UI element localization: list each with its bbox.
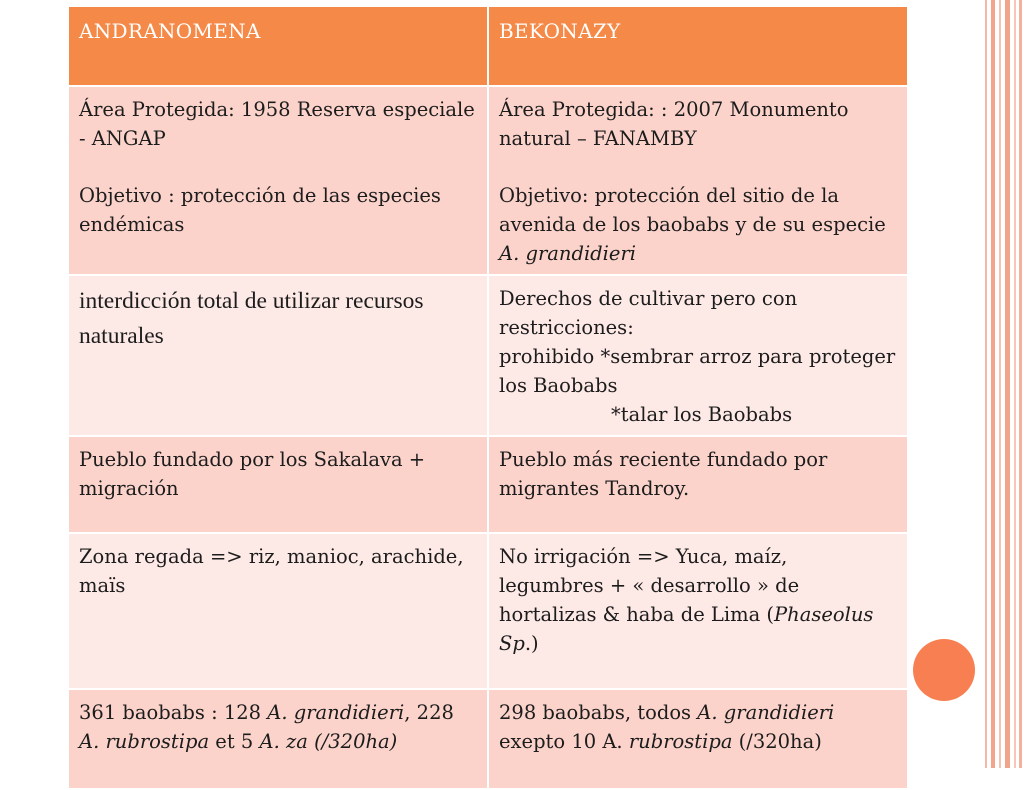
cell-text: , 228 <box>404 701 454 724</box>
decorative-stripe <box>1019 0 1022 768</box>
cell-text: No irrigación => Yuca, maíz, legumbres + « desarrollo » de hortalizas & haba de Lima ( <box>499 545 800 626</box>
table-cell <box>69 437 489 534</box>
cell-text: exepto 10 A. <box>499 730 629 753</box>
table-row <box>69 437 909 534</box>
cell-text-italic: (/320ha) <box>314 730 398 753</box>
decorative-stripe <box>991 0 995 768</box>
table-cell <box>69 534 489 690</box>
cell-text: .) <box>524 632 539 655</box>
table-header-row <box>69 7 909 87</box>
decorative-stripe <box>1005 0 1010 768</box>
cell-text: Pueblo más reciente fundado por migrantes Tandroy. <box>499 448 828 500</box>
cell-text: Objetivo: protección del sitio de la avenida de los baobabs y de su especie <box>499 184 886 236</box>
table-cell <box>69 690 489 790</box>
cell-paragraph <box>499 181 897 268</box>
table-cell <box>489 437 909 534</box>
cell-text: (/320ha) <box>732 730 822 753</box>
cell-text-italic: A. za <box>259 730 308 753</box>
cell-paragraph <box>499 698 897 756</box>
cell-text-italic: A. grandidieri <box>697 701 835 724</box>
table-cell <box>489 87 909 276</box>
cell-text: Zona regada => riz, manioc, arachide, maïs <box>79 545 464 597</box>
cell-text: *talar los Baobabs <box>611 403 793 426</box>
cell-text: 361 baobabs : 128 <box>79 701 268 724</box>
table-cell <box>489 534 909 690</box>
table-cell <box>489 690 909 790</box>
cell-text: et 5 <box>209 730 260 753</box>
table-cell <box>489 276 909 437</box>
header-andranomena: ANDRANOMENA <box>69 7 489 87</box>
header-bekonazy: BEKONAZY <box>489 7 909 87</box>
table-row <box>69 87 909 276</box>
cell-text-italic: rubrostipa <box>628 730 733 753</box>
decorative-stripe <box>985 0 987 768</box>
decorative-stripe <box>999 0 1001 768</box>
cell-text: interdicción total de utilizar recursos naturales <box>79 288 424 349</box>
cell-text-italic: A. grandidieri <box>267 701 405 724</box>
cell-text: Área Protegida: : 2007 Monumento natural – FANAMBY <box>499 98 849 150</box>
cell-text: 298 baobabs, todos <box>499 701 698 724</box>
table-row <box>69 534 909 690</box>
cell-text-italic: Phaseolus Sp <box>499 603 874 655</box>
table-cell <box>69 276 489 437</box>
cell-text: prohibido *sembrar arroz para proteger los Baobabs <box>499 345 896 397</box>
cell-paragraph <box>499 542 897 658</box>
table-row <box>69 276 909 437</box>
cell-text: Pueblo fundado por los Sakalava + migración <box>79 448 426 500</box>
cell-text-italic: A. rubrostipa <box>79 730 210 753</box>
table-row <box>69 690 909 790</box>
table-cell <box>69 87 489 276</box>
decorative-stripe <box>1014 0 1016 768</box>
comparison-table <box>69 7 909 790</box>
cell-text: Objetivo : protección de las especies endémicas <box>79 184 441 236</box>
cell-text: Derechos de cultivar pero con restricciones: <box>499 287 798 339</box>
cell-paragraph <box>79 698 477 756</box>
decorative-circle <box>913 639 975 701</box>
cell-text-italic: A. grandidieri <box>499 242 637 265</box>
cell-text: Área Protegida: 1958 Reserva especiale - ANGAP <box>79 98 475 150</box>
